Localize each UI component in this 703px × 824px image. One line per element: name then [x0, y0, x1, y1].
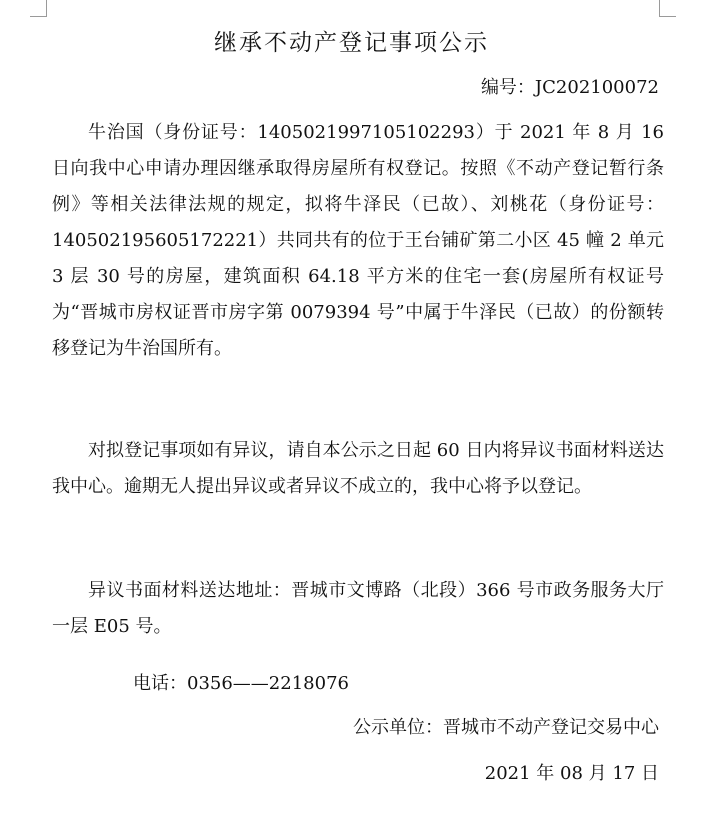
- issuing-unit: 公示单位：晋城市不动产登记交易中心: [353, 717, 659, 738]
- paragraph-objection-address: 异议书面材料送达地址：晋城市文博路（北段）366 号市政务服务大厅一层 E05 号。: [52, 580, 664, 637]
- contact-phone: 电话：0356——2218076: [133, 673, 349, 694]
- page-corner-mark-left: [30, 0, 47, 17]
- issue-date: 2021 年 08 月 17 日: [484, 763, 659, 784]
- document-number: 编号：JC202100072: [480, 77, 659, 98]
- paragraph-applicant: 牛治国（身份证号：1405021997105102293）于 2021 年 8 月 16 日向我中心申请办理因继承取得房屋所有权登记。按照《不动产登记暂行条例》等相关法律法规的规定，拟将牛泽民（已故）、刘桃花（身份证号：140502195605172221）共同共有的位于王台铺矿第二小区 45 幢 2 单元 3 层 30 号的房屋，建筑面积 64.18 平方米的住宅一套(房屋所有权证号为“晋城市房权证晋市房字第 0079394 号”中属于牛泽民（已故）的份额转移登记为牛治国所有。: [52, 122, 664, 359]
- page-corner-mark-right: [659, 0, 676, 17]
- document-title: 继承不动产登记事项公示: [214, 30, 489, 56]
- paragraph-objection-notice: 对拟登记事项如有异议，请自本公示之日起 60 日内将异议书面材料送达我中心。逾期无人提出异议或者异议不成立的，我中心将予以登记。: [52, 440, 664, 497]
